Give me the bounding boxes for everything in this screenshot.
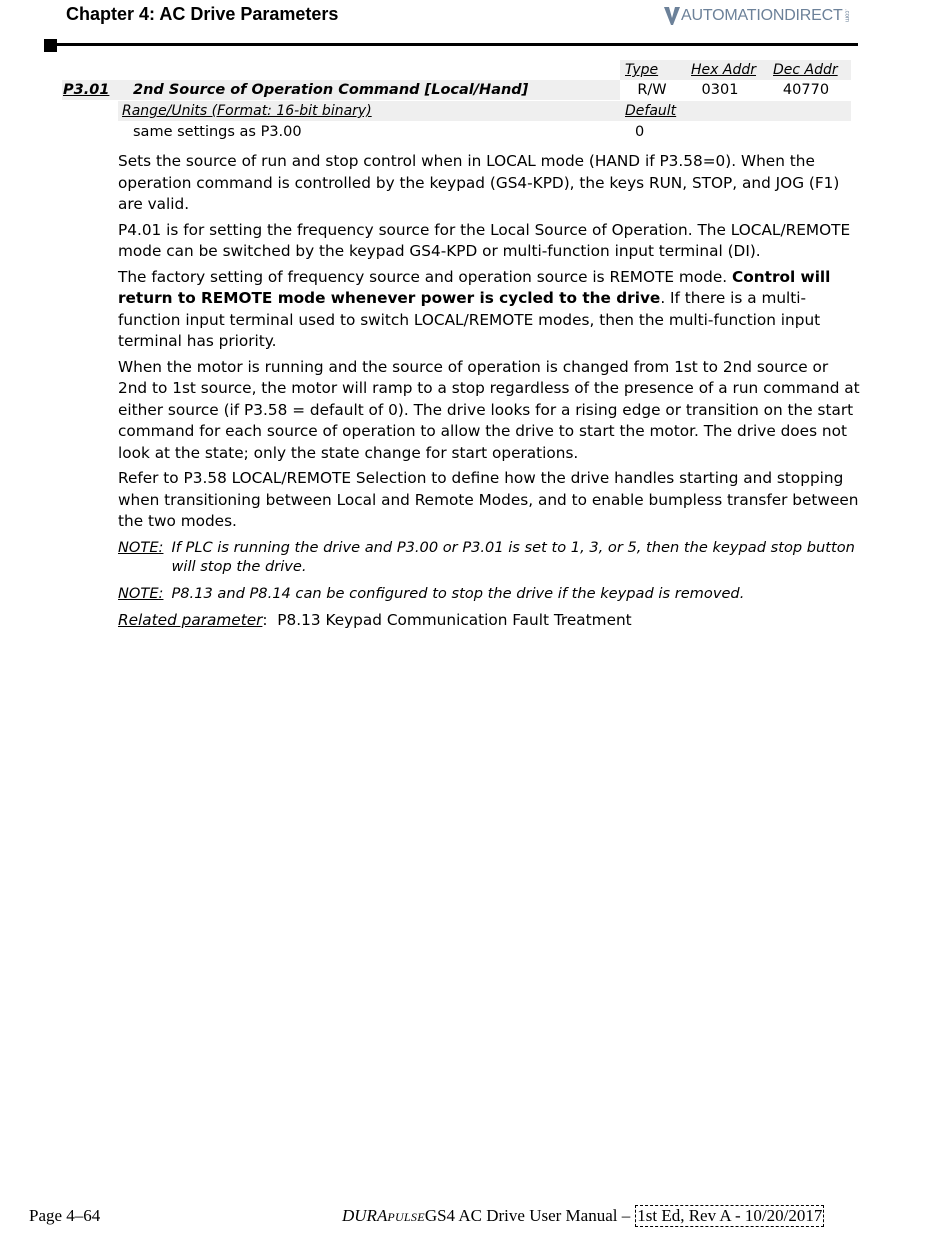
note-label: NOTE: — [118, 584, 164, 602]
header-rule-marker — [44, 39, 57, 52]
range-header-row — [118, 101, 851, 121]
note-text: If PLC is running the drive and P3.00 or P3.01 is set to 1, 3, or 5, then the keypad stop button will stop the drive. — [171, 538, 855, 575]
parameter-dec-addr: 40770 — [782, 82, 830, 98]
paragraph-frequency-source: P4.01 is for setting the frequency source for the Local Source of Operation. The LOCAL/REMOTE mode can be switched by the keypad GS4-KPD or multi-function input terminal (DI). — [118, 220, 851, 260]
paragraph-source-change: When the motor is running and the source of operation is changed from 1st to 2nd source or 2nd to 1st source, the motor will ramp to a stop regardless of the presence of a run command at either source (if P3.58 = default of 0). The drive looks for a rising edge or transition on the start command for each source of operation to allow the drive to start the motor. The drive does not look at the state; only the state change for start operations. — [118, 357, 860, 462]
parameter-hex-addr: 0301 — [701, 82, 739, 98]
related-parameter-label: Related parameter — [118, 610, 263, 629]
automationdirect-logo[interactable] — [664, 5, 850, 27]
default-value: 0 — [635, 124, 645, 140]
paragraph-run-stop-source: Sets the source of run and stop control when in LOCAL mode (HAND if P3.58=0). When the operation command is controlled by the keypad (GS4-KPD), the keys RUN, STOP, and JOG (F1) are valid. — [118, 152, 840, 213]
description-body — [118, 151, 860, 631]
note-plc — [118, 538, 860, 576]
footer-manual-title — [342, 1205, 824, 1227]
parameter-type: R/W — [637, 82, 667, 98]
col-hex-header: Hex Addr — [691, 62, 756, 78]
related-parameter: Related parameter: P8.13 Keypad Communication Fault Treatment — [118, 610, 632, 629]
chapter-title: Chapter 4: AC Drive Parameters — [66, 4, 339, 24]
note-keypad-removed — [118, 584, 860, 603]
range-value: same settings as P3.00 — [133, 124, 302, 140]
header-rule — [44, 43, 858, 46]
related-parameter-link[interactable]: P8.13 Keypad Communication Fault Treatment — [277, 610, 632, 629]
column-header-row — [620, 60, 851, 80]
power-cycle-warning: Control will return to REMOTE mode whenever power is cycled to the drive — [118, 267, 831, 307]
range-value-row — [118, 122, 851, 142]
logo-suffix: .com — [843, 9, 850, 23]
parameter-name: 2nd Source of Operation Command [Local/Hand] — [133, 82, 529, 98]
paragraph-factory-setting: The factory setting of frequency source and operation source is REMOTE mode. Control will return to REMOTE mode whenever power is cycled to the drive. If there is a multi-function input terminal used to switch LOCAL/REMOTE modes, then the multi-function input terminal has priority. — [118, 267, 831, 350]
page-number: Page 4–64 — [29, 1206, 101, 1225]
note-text: P8.13 and P8.14 can be configured to stop the drive if the keypad is removed. — [171, 584, 745, 602]
brand-name: DURAPULSE — [342, 1206, 425, 1225]
col-type-header: Type — [625, 62, 659, 78]
parameter-title-row — [62, 80, 851, 100]
col-dec-header: Dec Addr — [773, 62, 838, 78]
default-label: Default — [625, 103, 677, 119]
paragraph-refer-p358: Refer to P3.58 LOCAL/REMOTE Selection to define how the drive handles starting and stopping when transitioning between Local and Remote Modes, and to enable bumpless transfer between the two modes. — [118, 469, 859, 530]
manual-title: GS4 AC Drive User Manual – — [424, 1206, 631, 1225]
range-units-label: Range/Units (Format: 16-bit binary) — [122, 103, 372, 119]
parameter-id: P3.01 — [63, 82, 110, 98]
logo-v-icon — [664, 7, 680, 25]
note-label: NOTE: — [118, 538, 164, 556]
edition-box: 1st Ed, Rev A - 10/20/2017 — [637, 1206, 823, 1225]
logo-text: AUTOMATIONDIRECT — [681, 7, 843, 24]
